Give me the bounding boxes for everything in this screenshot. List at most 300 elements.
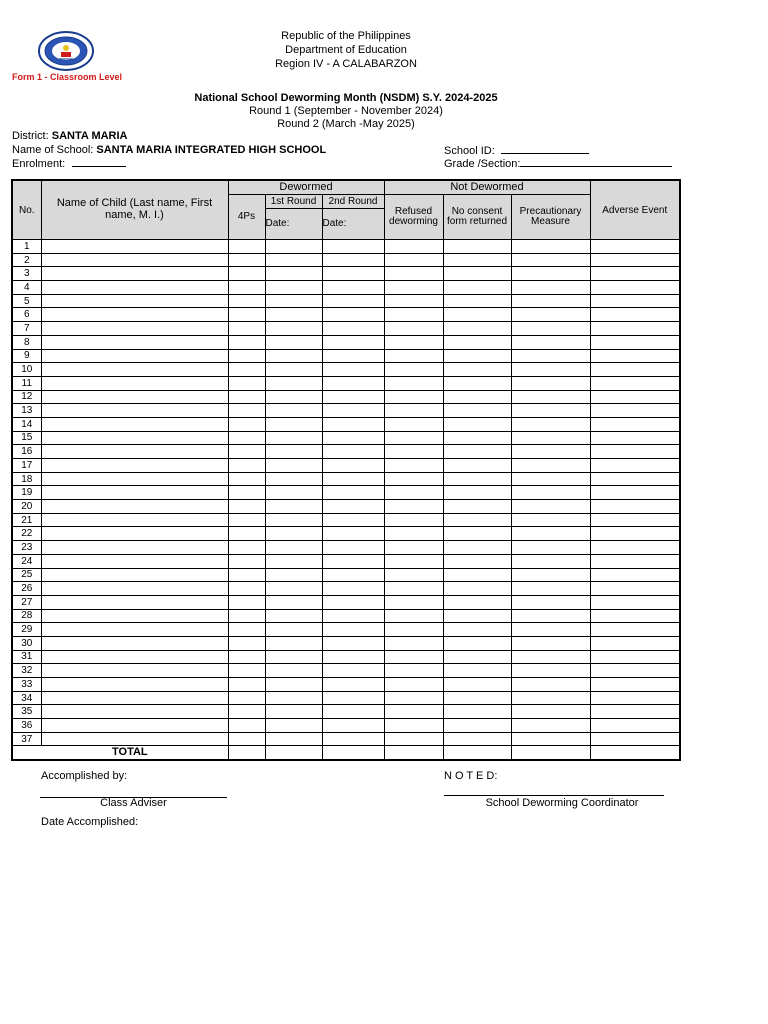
table-cell[interactable] [443, 678, 511, 692]
table-cell[interactable] [511, 294, 590, 308]
table-cell[interactable] [384, 527, 443, 541]
table-cell[interactable] [511, 500, 590, 514]
table-cell[interactable] [384, 678, 443, 692]
table-cell[interactable] [41, 308, 228, 322]
table-cell[interactable] [322, 527, 384, 541]
table-cell[interactable] [384, 541, 443, 555]
table-cell[interactable] [322, 240, 384, 254]
total-cell[interactable] [511, 746, 590, 760]
table-cell[interactable] [511, 322, 590, 336]
table-cell[interactable] [41, 541, 228, 555]
table-cell[interactable] [511, 431, 590, 445]
table-cell[interactable] [384, 554, 443, 568]
table-cell[interactable] [443, 609, 511, 623]
table-cell[interactable] [384, 500, 443, 514]
table-cell[interactable] [590, 349, 680, 363]
table-cell[interactable] [590, 308, 680, 322]
total-cell[interactable] [265, 746, 322, 760]
table-cell[interactable] [384, 486, 443, 500]
table-cell[interactable] [443, 650, 511, 664]
table-cell[interactable] [590, 322, 680, 336]
table-cell[interactable] [384, 664, 443, 678]
table-cell[interactable] [322, 609, 384, 623]
table-cell[interactable] [322, 322, 384, 336]
table-cell[interactable] [322, 335, 384, 349]
table-cell[interactable] [443, 349, 511, 363]
table-cell[interactable] [443, 568, 511, 582]
table-cell[interactable] [228, 623, 265, 637]
table-cell[interactable] [41, 240, 228, 254]
table-cell[interactable] [265, 636, 322, 650]
table-cell[interactable] [384, 623, 443, 637]
table-cell[interactable] [590, 431, 680, 445]
table-cell[interactable] [443, 363, 511, 377]
table-cell[interactable] [265, 281, 322, 295]
table-cell[interactable] [384, 404, 443, 418]
table-cell[interactable] [41, 705, 228, 719]
table-cell[interactable] [41, 554, 228, 568]
table-cell[interactable] [511, 335, 590, 349]
table-cell[interactable] [228, 294, 265, 308]
table-cell[interactable] [41, 636, 228, 650]
table-cell[interactable] [384, 445, 443, 459]
table-cell[interactable] [322, 650, 384, 664]
table-cell[interactable] [443, 472, 511, 486]
table-cell[interactable] [322, 595, 384, 609]
table-cell[interactable] [322, 294, 384, 308]
table-cell[interactable] [228, 500, 265, 514]
table-cell[interactable] [265, 240, 322, 254]
table-cell[interactable] [322, 445, 384, 459]
table-cell[interactable] [511, 486, 590, 500]
table-cell[interactable] [443, 335, 511, 349]
table-cell[interactable] [511, 664, 590, 678]
table-cell[interactable] [384, 281, 443, 295]
table-cell[interactable] [443, 500, 511, 514]
table-cell[interactable] [590, 335, 680, 349]
table-cell[interactable] [41, 500, 228, 514]
total-cell[interactable] [322, 746, 384, 760]
table-cell[interactable] [511, 691, 590, 705]
table-cell[interactable] [384, 431, 443, 445]
table-cell[interactable] [228, 568, 265, 582]
table-cell[interactable] [511, 678, 590, 692]
table-cell[interactable] [228, 609, 265, 623]
table-cell[interactable] [443, 664, 511, 678]
table-cell[interactable] [511, 582, 590, 596]
table-cell[interactable] [443, 431, 511, 445]
coordinator-signature-line[interactable] [444, 795, 664, 796]
table-cell[interactable] [41, 431, 228, 445]
table-cell[interactable] [590, 404, 680, 418]
table-cell[interactable] [511, 568, 590, 582]
table-cell[interactable] [228, 390, 265, 404]
table-cell[interactable] [511, 308, 590, 322]
table-cell[interactable] [322, 431, 384, 445]
table-cell[interactable] [265, 527, 322, 541]
table-cell[interactable] [443, 376, 511, 390]
table-cell[interactable] [443, 527, 511, 541]
table-cell[interactable] [265, 445, 322, 459]
table-cell[interactable] [384, 417, 443, 431]
table-cell[interactable] [322, 281, 384, 295]
grade-section-field[interactable] [520, 156, 672, 167]
table-cell[interactable] [590, 376, 680, 390]
table-cell[interactable] [228, 445, 265, 459]
table-cell[interactable] [265, 678, 322, 692]
table-cell[interactable] [322, 363, 384, 377]
table-cell[interactable] [511, 459, 590, 473]
total-cell[interactable] [228, 746, 265, 760]
table-cell[interactable] [322, 308, 384, 322]
table-cell[interactable] [443, 691, 511, 705]
table-cell[interactable] [265, 349, 322, 363]
table-cell[interactable] [265, 404, 322, 418]
table-cell[interactable] [590, 541, 680, 555]
table-cell[interactable] [322, 404, 384, 418]
table-cell[interactable] [322, 636, 384, 650]
table-cell[interactable] [265, 554, 322, 568]
table-cell[interactable] [384, 322, 443, 336]
table-cell[interactable] [265, 691, 322, 705]
table-cell[interactable] [41, 664, 228, 678]
table-cell[interactable] [384, 294, 443, 308]
table-cell[interactable] [41, 445, 228, 459]
table-cell[interactable] [322, 568, 384, 582]
table-cell[interactable] [322, 486, 384, 500]
table-cell[interactable] [228, 281, 265, 295]
table-cell[interactable] [322, 459, 384, 473]
table-cell[interactable] [590, 527, 680, 541]
table-cell[interactable] [265, 390, 322, 404]
table-cell[interactable] [322, 390, 384, 404]
table-cell[interactable] [384, 472, 443, 486]
table-cell[interactable] [511, 349, 590, 363]
table-cell[interactable] [443, 308, 511, 322]
table-cell[interactable] [322, 417, 384, 431]
table-cell[interactable] [384, 732, 443, 746]
table-cell[interactable] [590, 253, 680, 267]
table-cell[interactable] [322, 705, 384, 719]
table-cell[interactable] [511, 376, 590, 390]
table-cell[interactable] [41, 568, 228, 582]
total-cell[interactable] [384, 746, 443, 760]
table-cell[interactable] [41, 719, 228, 733]
table-cell[interactable] [511, 609, 590, 623]
table-cell[interactable] [228, 376, 265, 390]
table-cell[interactable] [511, 719, 590, 733]
table-cell[interactable] [228, 349, 265, 363]
table-cell[interactable] [228, 719, 265, 733]
table-cell[interactable] [322, 691, 384, 705]
table-cell[interactable] [443, 404, 511, 418]
table-cell[interactable] [443, 595, 511, 609]
table-cell[interactable] [590, 240, 680, 254]
total-cell[interactable] [443, 746, 511, 760]
table-cell[interactable] [265, 541, 322, 555]
table-cell[interactable] [590, 281, 680, 295]
table-cell[interactable] [265, 308, 322, 322]
table-cell[interactable] [41, 417, 228, 431]
table-cell[interactable] [443, 240, 511, 254]
table-cell[interactable] [41, 390, 228, 404]
table-cell[interactable] [511, 363, 590, 377]
table-cell[interactable] [511, 636, 590, 650]
table-cell[interactable] [384, 719, 443, 733]
table-cell[interactable] [228, 636, 265, 650]
table-cell[interactable] [41, 595, 228, 609]
table-cell[interactable] [384, 363, 443, 377]
table-cell[interactable] [265, 568, 322, 582]
table-cell[interactable] [322, 513, 384, 527]
table-cell[interactable] [384, 691, 443, 705]
table-cell[interactable] [590, 678, 680, 692]
table-cell[interactable] [511, 554, 590, 568]
table-cell[interactable] [590, 486, 680, 500]
table-cell[interactable] [590, 732, 680, 746]
table-cell[interactable] [41, 294, 228, 308]
table-cell[interactable] [265, 582, 322, 596]
table-cell[interactable] [322, 267, 384, 281]
table-cell[interactable] [228, 322, 265, 336]
table-cell[interactable] [322, 582, 384, 596]
table-cell[interactable] [443, 417, 511, 431]
table-cell[interactable] [590, 650, 680, 664]
table-cell[interactable] [41, 281, 228, 295]
table-cell[interactable] [265, 363, 322, 377]
table-cell[interactable] [384, 568, 443, 582]
table-cell[interactable] [265, 486, 322, 500]
total-cell[interactable] [590, 746, 680, 760]
table-cell[interactable] [443, 294, 511, 308]
table-cell[interactable] [228, 459, 265, 473]
table-cell[interactable] [41, 732, 228, 746]
table-cell[interactable] [265, 472, 322, 486]
table-cell[interactable] [41, 527, 228, 541]
table-cell[interactable] [511, 404, 590, 418]
table-cell[interactable] [265, 719, 322, 733]
table-cell[interactable] [41, 404, 228, 418]
table-cell[interactable] [265, 253, 322, 267]
table-cell[interactable] [590, 719, 680, 733]
table-cell[interactable] [443, 636, 511, 650]
table-cell[interactable] [511, 253, 590, 267]
table-cell[interactable] [228, 431, 265, 445]
table-cell[interactable] [590, 554, 680, 568]
table-cell[interactable] [443, 390, 511, 404]
table-cell[interactable] [265, 417, 322, 431]
table-cell[interactable] [322, 719, 384, 733]
table-cell[interactable] [384, 335, 443, 349]
table-cell[interactable] [511, 390, 590, 404]
table-cell[interactable] [511, 650, 590, 664]
table-cell[interactable] [590, 459, 680, 473]
table-cell[interactable] [228, 541, 265, 555]
enrolment-field[interactable] [72, 156, 126, 167]
table-cell[interactable] [443, 267, 511, 281]
table-cell[interactable] [228, 267, 265, 281]
table-cell[interactable] [265, 595, 322, 609]
table-cell[interactable] [443, 486, 511, 500]
table-cell[interactable] [443, 281, 511, 295]
table-cell[interactable] [228, 691, 265, 705]
table-cell[interactable] [384, 240, 443, 254]
table-cell[interactable] [443, 732, 511, 746]
table-cell[interactable] [511, 281, 590, 295]
table-cell[interactable] [322, 500, 384, 514]
table-cell[interactable] [265, 322, 322, 336]
table-cell[interactable] [228, 472, 265, 486]
table-cell[interactable] [590, 636, 680, 650]
table-cell[interactable] [265, 376, 322, 390]
table-cell[interactable] [443, 719, 511, 733]
table-cell[interactable] [443, 705, 511, 719]
table-cell[interactable] [228, 705, 265, 719]
table-cell[interactable] [384, 609, 443, 623]
table-cell[interactable] [590, 390, 680, 404]
table-cell[interactable] [322, 349, 384, 363]
table-cell[interactable] [41, 349, 228, 363]
school-id-field[interactable] [501, 143, 589, 154]
table-cell[interactable] [443, 623, 511, 637]
table-cell[interactable] [265, 513, 322, 527]
table-cell[interactable] [590, 623, 680, 637]
table-cell[interactable] [322, 472, 384, 486]
table-cell[interactable] [511, 417, 590, 431]
table-cell[interactable] [590, 472, 680, 486]
table-cell[interactable] [228, 335, 265, 349]
table-cell[interactable] [322, 376, 384, 390]
table-cell[interactable] [443, 582, 511, 596]
table-cell[interactable] [41, 376, 228, 390]
table-cell[interactable] [590, 691, 680, 705]
table-cell[interactable] [590, 595, 680, 609]
table-cell[interactable] [590, 582, 680, 596]
table-cell[interactable] [322, 732, 384, 746]
table-cell[interactable] [590, 445, 680, 459]
table-cell[interactable] [511, 623, 590, 637]
table-cell[interactable] [265, 664, 322, 678]
table-cell[interactable] [384, 376, 443, 390]
table-cell[interactable] [384, 650, 443, 664]
table-cell[interactable] [443, 459, 511, 473]
table-cell[interactable] [228, 554, 265, 568]
table-cell[interactable] [228, 404, 265, 418]
table-cell[interactable] [443, 541, 511, 555]
table-cell[interactable] [228, 678, 265, 692]
table-cell[interactable] [265, 609, 322, 623]
table-cell[interactable] [511, 445, 590, 459]
table-cell[interactable] [265, 294, 322, 308]
table-cell[interactable] [384, 636, 443, 650]
table-cell[interactable] [265, 335, 322, 349]
table-cell[interactable] [590, 705, 680, 719]
table-cell[interactable] [228, 240, 265, 254]
table-cell[interactable] [511, 732, 590, 746]
table-cell[interactable] [443, 253, 511, 267]
table-cell[interactable] [384, 705, 443, 719]
table-cell[interactable] [41, 623, 228, 637]
table-cell[interactable] [265, 267, 322, 281]
table-cell[interactable] [265, 459, 322, 473]
table-cell[interactable] [265, 705, 322, 719]
table-cell[interactable] [322, 623, 384, 637]
table-cell[interactable] [384, 595, 443, 609]
table-cell[interactable] [590, 664, 680, 678]
table-cell[interactable] [384, 253, 443, 267]
table-cell[interactable] [41, 609, 228, 623]
table-cell[interactable] [322, 554, 384, 568]
table-cell[interactable] [443, 554, 511, 568]
table-cell[interactable] [228, 363, 265, 377]
table-cell[interactable] [384, 308, 443, 322]
table-cell[interactable] [41, 472, 228, 486]
table-cell[interactable] [384, 267, 443, 281]
table-cell[interactable] [511, 595, 590, 609]
table-cell[interactable] [590, 267, 680, 281]
table-cell[interactable] [384, 390, 443, 404]
table-cell[interactable] [322, 541, 384, 555]
table-cell[interactable] [590, 363, 680, 377]
table-cell[interactable] [384, 349, 443, 363]
table-cell[interactable] [41, 582, 228, 596]
table-cell[interactable] [265, 650, 322, 664]
table-cell[interactable] [228, 595, 265, 609]
table-cell[interactable] [228, 664, 265, 678]
table-cell[interactable] [590, 609, 680, 623]
table-cell[interactable] [322, 678, 384, 692]
table-cell[interactable] [41, 322, 228, 336]
table-cell[interactable] [511, 513, 590, 527]
table-cell[interactable] [511, 240, 590, 254]
table-cell[interactable] [443, 322, 511, 336]
table-cell[interactable] [322, 253, 384, 267]
table-cell[interactable] [265, 431, 322, 445]
table-cell[interactable] [590, 294, 680, 308]
table-cell[interactable] [228, 308, 265, 322]
table-cell[interactable] [265, 732, 322, 746]
table-cell[interactable] [228, 486, 265, 500]
table-cell[interactable] [322, 664, 384, 678]
table-cell[interactable] [511, 541, 590, 555]
table-cell[interactable] [384, 582, 443, 596]
table-cell[interactable] [265, 500, 322, 514]
table-cell[interactable] [511, 267, 590, 281]
table-cell[interactable] [228, 417, 265, 431]
table-cell[interactable] [41, 691, 228, 705]
table-cell[interactable] [228, 513, 265, 527]
table-cell[interactable] [590, 513, 680, 527]
table-cell[interactable] [41, 513, 228, 527]
table-cell[interactable] [41, 363, 228, 377]
table-cell[interactable] [41, 253, 228, 267]
table-cell[interactable] [41, 486, 228, 500]
table-cell[interactable] [265, 623, 322, 637]
table-cell[interactable] [228, 582, 265, 596]
table-cell[interactable] [41, 678, 228, 692]
table-cell[interactable] [590, 500, 680, 514]
table-cell[interactable] [443, 445, 511, 459]
table-cell[interactable] [384, 459, 443, 473]
table-cell[interactable] [228, 732, 265, 746]
table-cell[interactable] [590, 568, 680, 582]
table-cell[interactable] [228, 253, 265, 267]
table-cell[interactable] [228, 650, 265, 664]
table-cell[interactable] [511, 705, 590, 719]
table-cell[interactable] [590, 417, 680, 431]
table-cell[interactable] [511, 527, 590, 541]
table-cell[interactable] [384, 513, 443, 527]
